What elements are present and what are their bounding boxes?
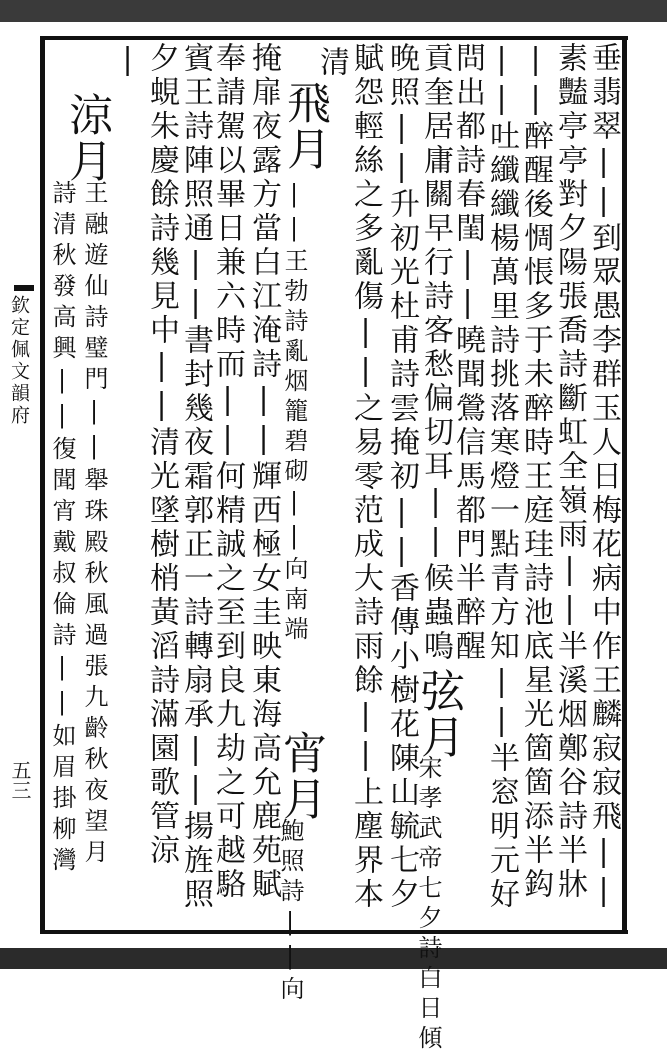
headword-xiao: 宵月: [275, 730, 326, 822]
text-column: 素豔亭亭對夕陽張喬詩斷虹全嶺雨||半溪烟鄭谷詩半牀: [552, 42, 587, 902]
text-column: 賓王詩陣照通||書封幾夜霜郭正一詩轉扇承||揚旌照: [178, 42, 213, 912]
scan-bottom-edge: [0, 948, 667, 969]
top-border: [40, 36, 628, 40]
text-column: 詩清秋發高興||復聞宵戴叔倫詩||如眉掛柳灣: [48, 180, 76, 878]
text-column: 垂翡翠||到眾愚李群玉人日梅花病中作王麟寂寂飛||: [586, 42, 621, 912]
note-xiao: 鮑照詩||向: [276, 818, 304, 1006]
text-column: 貢奎居庸關早行詩客愁偏切耳||候蟲鳴: [418, 42, 453, 664]
text-column: ||王勃詩亂烟籠碧砌||向南端: [280, 180, 308, 646]
text-column: |: [110, 42, 145, 81]
margin-title: 欽定佩文韻府: [8, 295, 30, 427]
text-column: 掩扉夜露方當白江淹詩||輝西極女圭映東海高允鹿苑賦: [246, 42, 281, 902]
left-border: [40, 36, 45, 934]
text-column: ||醉醒後惆悵多于未醉時王庭珪詩池底星光箇箇添半鈎: [518, 42, 553, 902]
text-column: ||吐纖纖楊萬里詩挑落寒燈一點青方知||半窓明元好: [484, 42, 519, 912]
fishtail-mark: [14, 285, 34, 291]
text-column: 夕蜆朱慶餘詩幾見中||清光墜樹梢黃滔詩滿園歌管涼: [144, 42, 179, 868]
text-column: 王融遊仙詩璧門||舉珠殿秋風過張九齡秋夜望月: [80, 180, 108, 870]
text-column: 問出都詩春閨||曉聞鶯信馬都門半醉醒: [450, 42, 485, 664]
headword-fei: 飛月: [279, 80, 330, 172]
text-column: 奉請駕以畢日兼六時而||何精誠之至到良九劫之可越駱: [210, 42, 245, 902]
text-column: 賦怨輕絲之多亂傷||之易零范成大詩雨餘||上塵界本: [348, 42, 383, 912]
text-column: 晚照||升初光杜甫詩雲掩初||香傳小樹花陳山毓七夕: [384, 42, 419, 912]
text-column: 清: [314, 46, 349, 80]
bottom-border: [40, 930, 628, 934]
headword-xian: 弦月: [413, 668, 464, 760]
note-xian: 宋孝武帝七夕詩白日傾: [414, 755, 442, 1055]
scan-top-edge: [0, 0, 667, 22]
right-border: [622, 36, 627, 934]
headword-liang: 涼月: [61, 92, 112, 184]
folio-number: 五三: [8, 760, 32, 800]
